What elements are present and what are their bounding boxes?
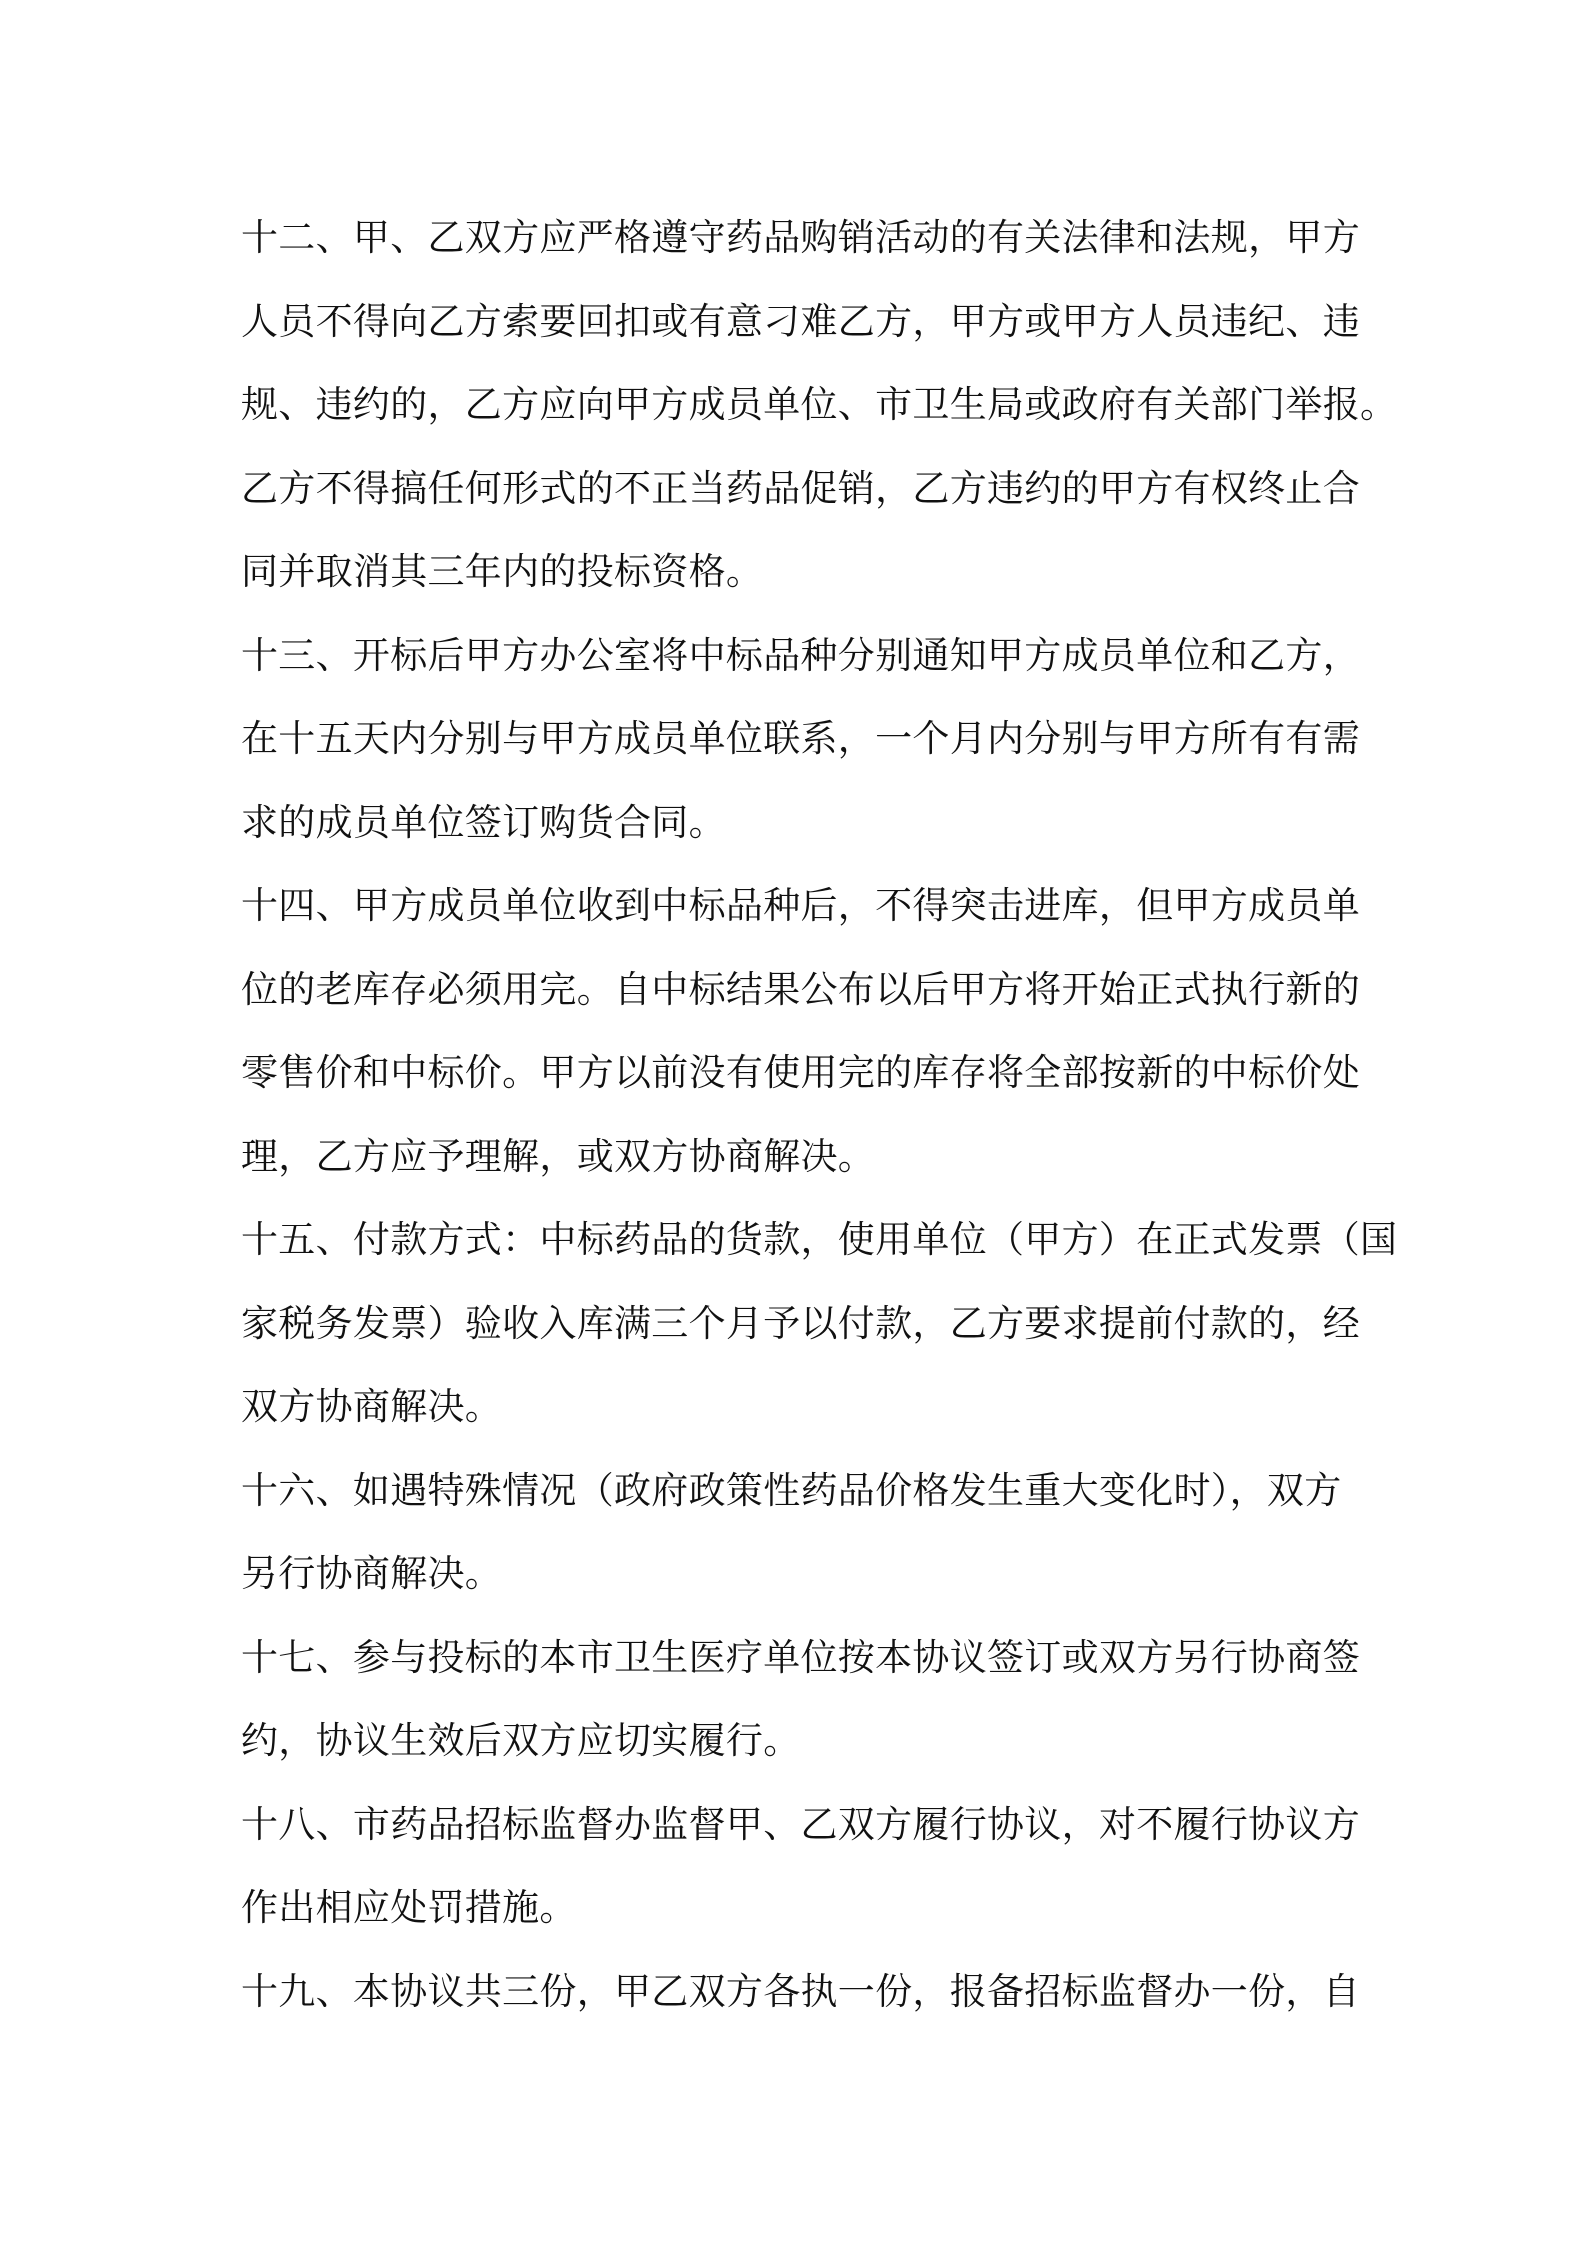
text-line: 理，乙方应予理解，或双方协商解决。: [241, 1134, 876, 1178]
text-line: 人员不得向乙方索要回扣或有意刁难乙方，甲方或甲方人员违纪、违: [241, 299, 1360, 343]
text-line: 十四、甲方成员单位收到中标品种后，不得突击进库，但甲方成员单: [241, 884, 1360, 927]
text-line: 在十五天内分别与甲方成员单位联系，一个月内分别与甲方所有有需: [241, 717, 1360, 760]
text-line: 十九、本协议共三份，甲乙双方各执一份，报备招标监督办一份，自: [241, 1969, 1360, 2013]
text-line: 十二、甲、乙双方应严格遵守药品购销活动的有关法律和法规，甲方: [241, 216, 1360, 259]
document-body: [241, 196, 1398, 2033]
text-line: 十七、参与投标的本市卫生医疗单位按本协议签订或双方另行协商签: [241, 1635, 1360, 1679]
text-line: 零售价和中标价。甲方以前没有使用完的库存将全部按新的中标价处: [241, 1051, 1360, 1094]
text-line: 十五、付款方式：中标药品的货款，使用单位（甲方）在正式发票（国: [241, 1218, 1398, 1261]
text-line: 十六、如遇特殊情况（政府政策性药品价格发生重大变化时），双方: [241, 1468, 1342, 1512]
text-line: 乙方不得搞任何形式的不正当药品促销，乙方违约的甲方有权终止合: [241, 466, 1360, 510]
text-line: 另行协商解决。: [241, 1552, 503, 1595]
text-line: 十三、开标后甲方办公室将中标品种分别通知甲方成员单位和乙方，: [241, 633, 1360, 677]
text-line: 约，协议生效后双方应切实履行。: [241, 1719, 801, 1762]
text-line: 求的成员单位签订购货合同。: [241, 800, 726, 844]
text-line: 家税务发票）验收入库满三个月予以付款，乙方要求提前付款的，经: [241, 1301, 1360, 1345]
text-line: 十八、市药品招标监督办监督甲、乙双方履行协议，对不履行协议方: [241, 1802, 1360, 1846]
text-line: 位的老库存必须用完。自中标结果公布以后甲方将开始正式执行新的: [241, 967, 1360, 1011]
text-line: 双方协商解决。: [241, 1385, 503, 1428]
text-line: 作出相应处罚措施。: [241, 1886, 577, 1929]
text-line: 同并取消其三年内的投标资格。: [241, 550, 764, 593]
text-line: 规、违约的，乙方应向甲方成员单位、市卫生局或政府有关部门举报。: [241, 383, 1398, 426]
